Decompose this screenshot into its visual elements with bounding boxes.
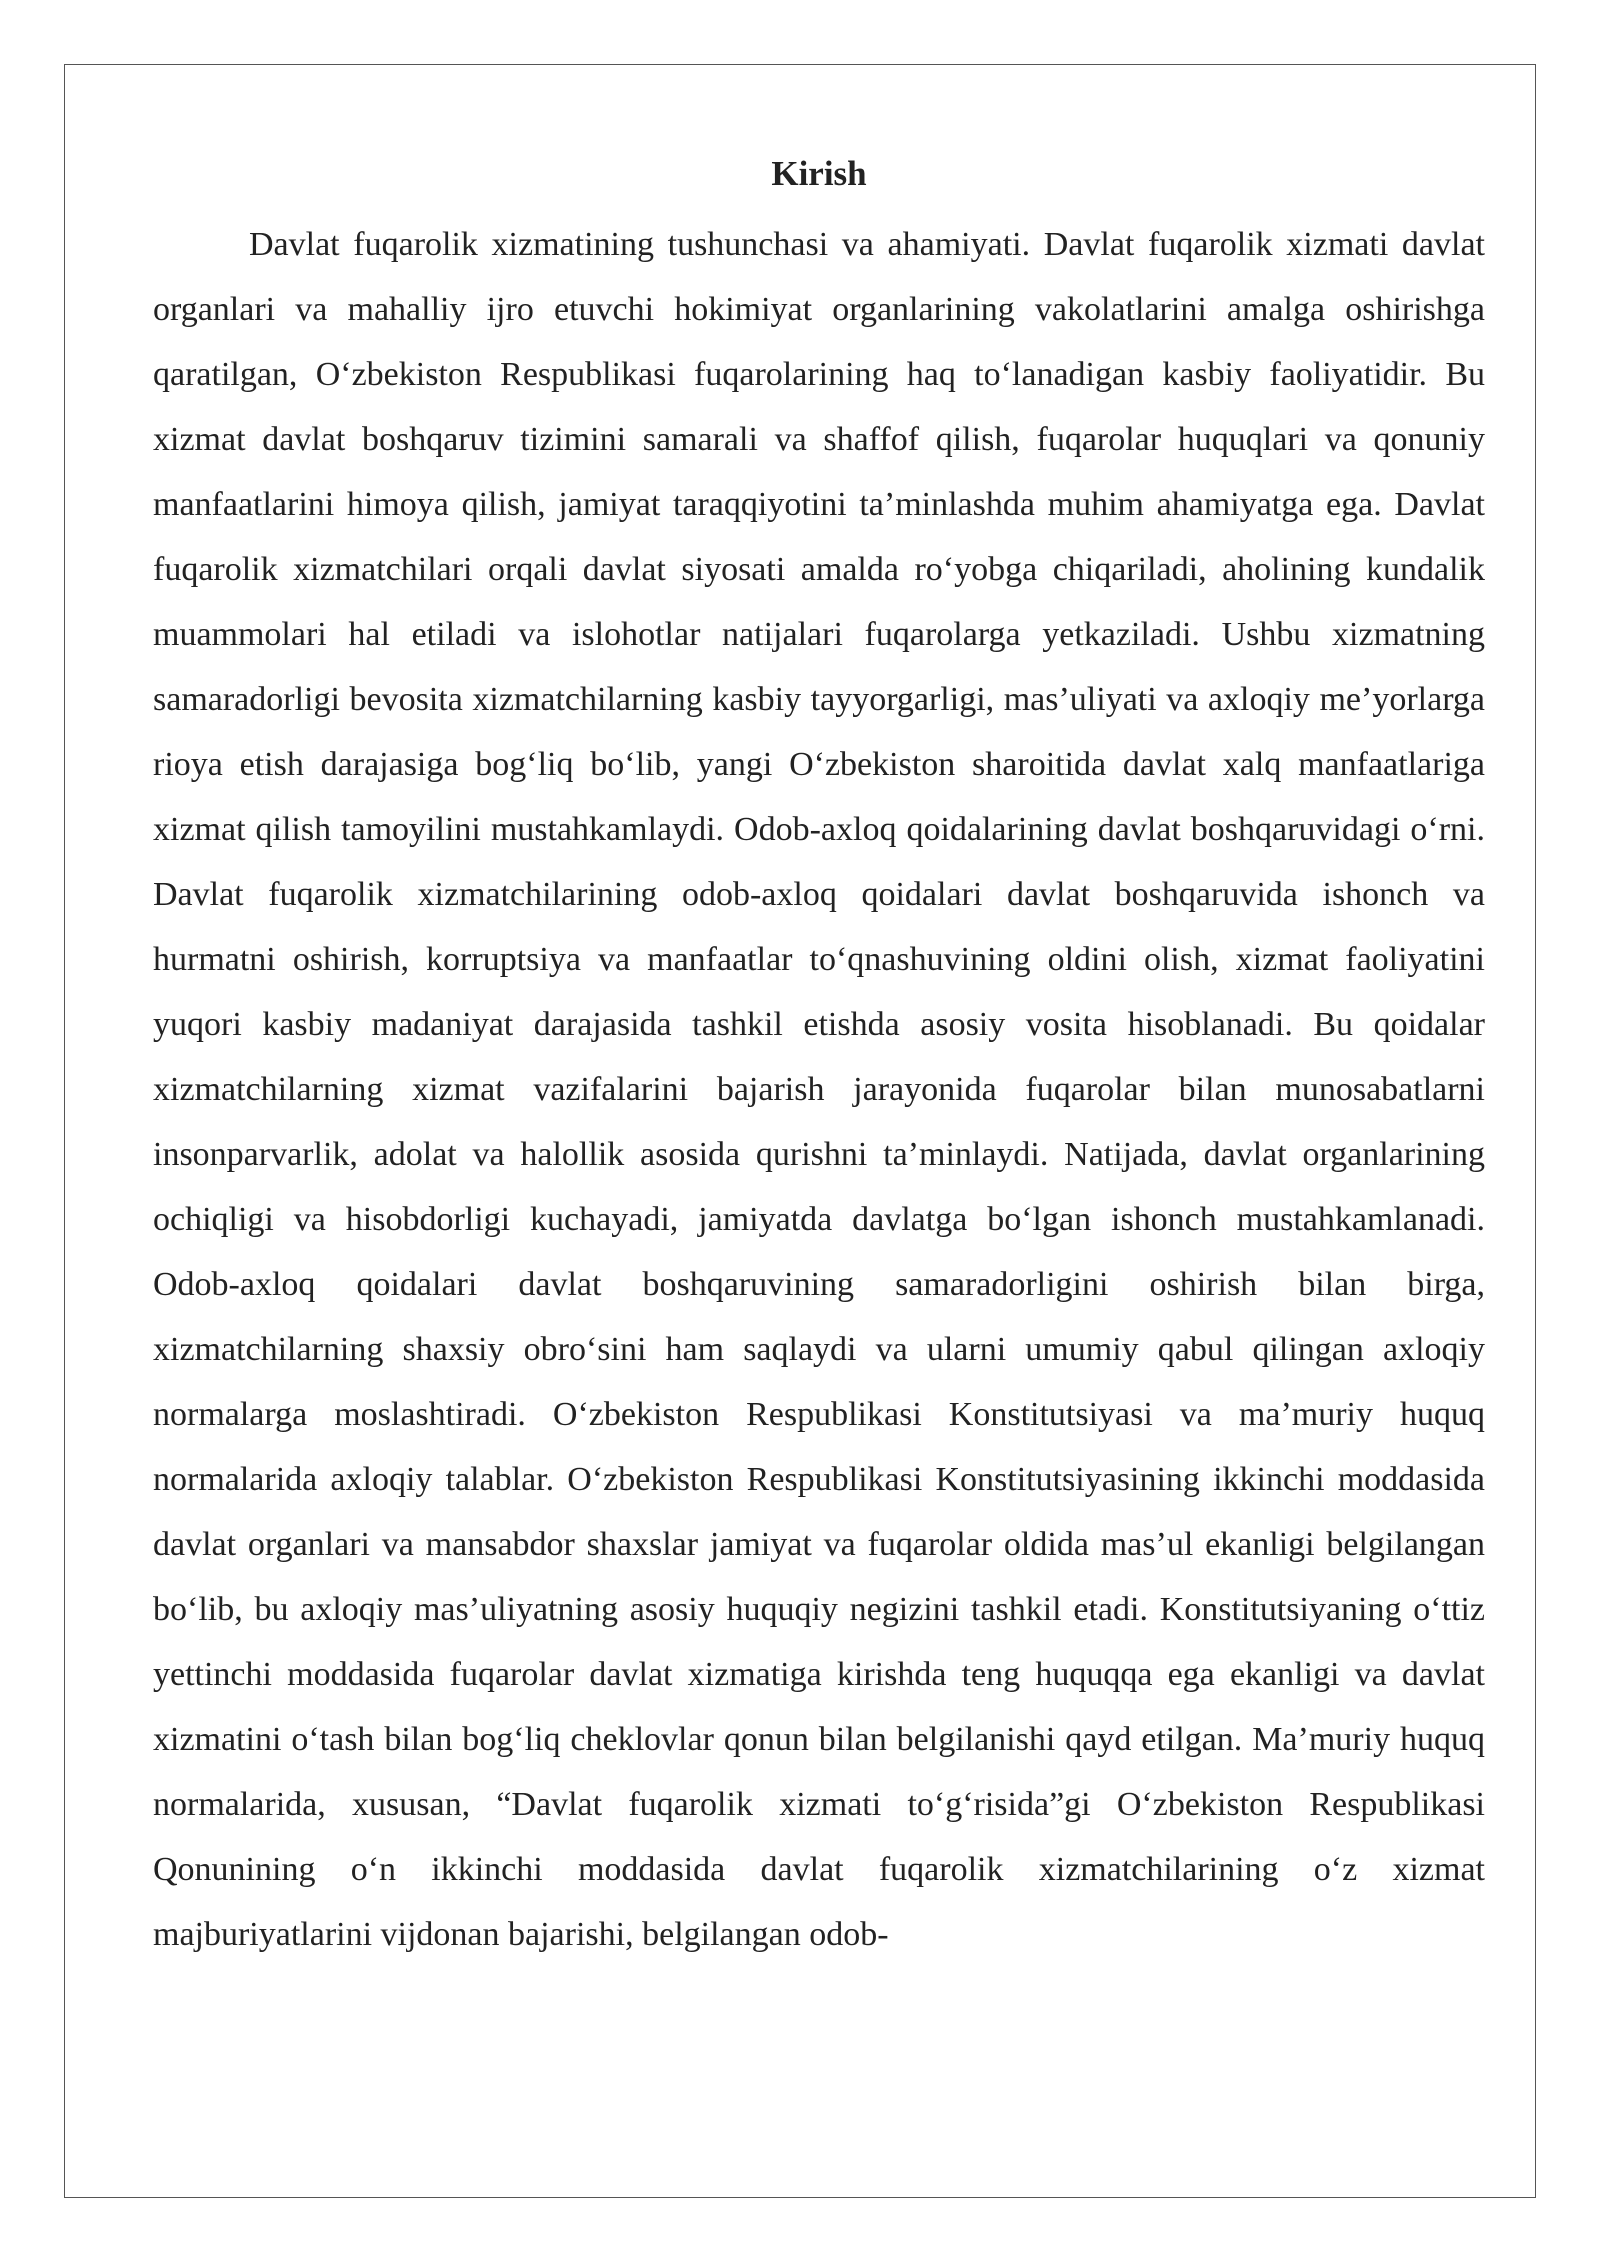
document-heading: Kirish	[771, 154, 867, 193]
document-body	[153, 148, 1485, 1967]
body-paragraph: Davlat fuqarolik xizmatining tushunchasi va ahamiyati. Davlat fuqarolik xizmati davlat organlari va mahalliy ijro etuvchi hokimiyat organlarining vakolatlarini amalga oshirishga qaratilgan, O‘zbekiston Respublikasi fuqarolarining haq to‘lanadigan kasbiy faoliyatidir. Bu xizmat davlat boshqaruv tizimini samarali va shaffof qilish, fuqarolar huquqlari va qonuniy manfaatlarini himoya qilish, jamiyat taraqqiyotini ta’minlashda muhim ahamiyatga ega. Davlat fuqarolik xizmatchilari orqali davlat siyosati amalda ro‘yobga chiqariladi, aholining kundalik muammolari hal etiladi va islohotlar natijalari fuqarolarga yetkaziladi. Ushbu xizmatning samaradorligi bevosita xizmatchilarning kasbiy tayyorgarligi, mas’uliyati va axloqiy me’yorlarga rioya etish darajasiga bog‘liq bo‘lib, yangi O‘zbekiston sharoitida davlat xalq manfaatlariga xizmat qilish tamoyilini mustahkamlaydi. Odob-axloq qoidalarining davlat boshqaruvidagi o‘rni. Davlat fuqarolik xizmatchilarining odob-axloq qoidalari davlat boshqaruvida ishonch va hurmatni oshirish, korruptsiya va manfaatlar to‘qnashuvining oldini olish, xizmat faoliyatini yuqori kasbiy madaniyat darajasida tashkil etishda asosiy vosita hisoblanadi. Bu qoidalar xizmatchilarning xizmat vazifalarini bajarish jarayonida fuqarolar bilan munosabatlarni insonparvarlik, adolat va halollik asosida qurishni ta’minlaydi. Natijada, davlat organlarining ochiqligi va hisobdorligi kuchayadi, jamiyatda davlatga bo‘lgan ishonch mustahkamlanadi. Odob-axloq qoidalari davlat boshqaruvining samaradorligini oshirish bilan birga, xizmatchilarning shaxsiy obro‘sini ham saqlaydi va ularni umumiy qabul qilingan axloqiy normalarga moslashtiradi. O‘zbekiston Respublikasi Konstitutsiyasi va ma’muriy huquq normalarida axloqiy talablar. O‘zbekiston Respublikasi Konstitutsiyasining ikkinchi moddasida davlat organlari va mansabdor shaxslar jamiyat va fuqarolar oldida mas’ul ekanligi belgilangan bo‘lib, bu axloqiy mas’uliyatning asosiy huquqiy negizini tashkil etadi. Konstitutsiyaning o‘ttiz yettinchi moddasida fuqarolar davlat xizmatiga kirishda teng huquqqa ega ekanligi va davlat xizmatini o‘tash bilan bog‘liq cheklovlar qonun bilan belgilanishi qayd etilgan. Ma’muriy huquq normalarida, xususan, “Davlat fuqarolik xizmati to‘g‘risida”gi O‘zbekiston Respublikasi Qonunining o‘n ikkinchi moddasida davlat fuqarolik xizmatchilarining o‘z xizmat majburiyatlarini vijdonan bajarishi, belgilangan odob-	[153, 226, 1485, 1953]
